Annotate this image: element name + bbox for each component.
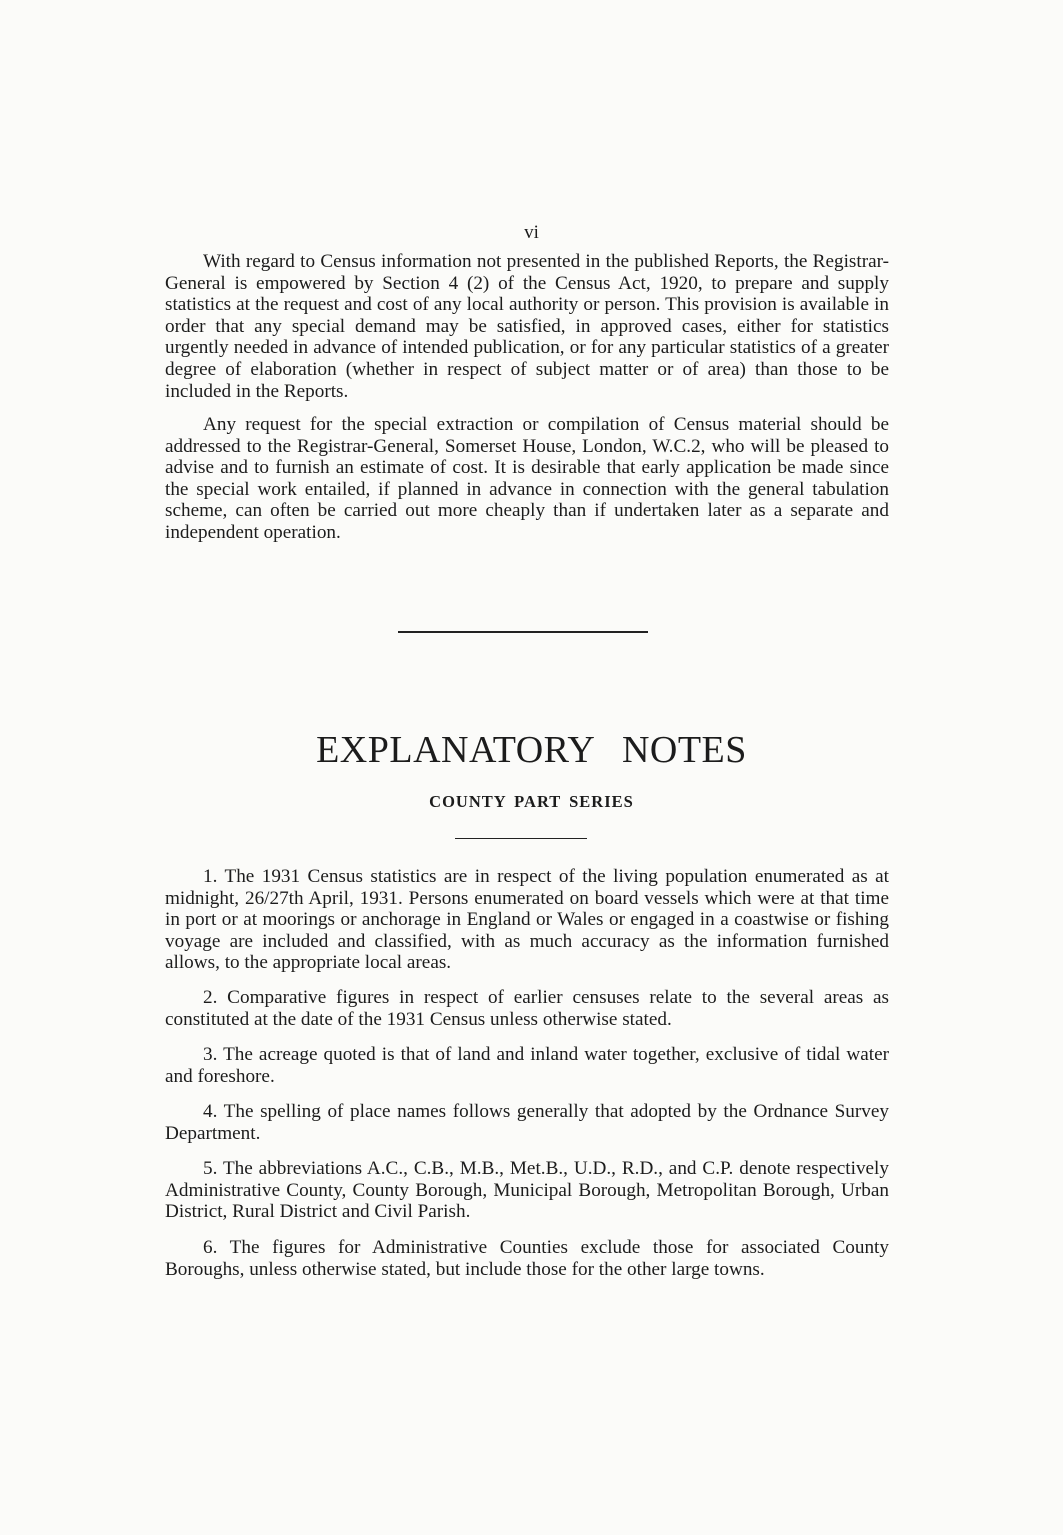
section-divider [398, 631, 648, 633]
note-text: 1. The 1931 Census statistics are in respect of the living population enumerated as at midnight, 26/27th April, 1931. Persons enumerated on board vessels which were at that time in port or at moorings or anchorage in England or Wales or engaged in a coastwise or fishing voyage are included and classified, with as much accuracy as the information furnished allows, to the appropriate local areas. [165, 866, 889, 974]
intro-paragraph-2 [165, 414, 889, 544]
intro-paragraph-text: With regard to Census information not presented in the published Reports, the Registrar-General is empowered by Section 4 (2) of the Census Act, 1920, to prepare and supply statistics at the request and cost of any local authority or person. This provision is available in order that any special demand may be satisfied, in approved cases, either for statistics urgently needed in advance of intended publication, or for any particular statistics of a greater degree of elaboration (whether in respect of subject matter or of area) than those to be included in the Reports. [165, 251, 889, 402]
note-item-3 [165, 1044, 889, 1087]
section-heading: EXPLANATORY NOTES [316, 729, 747, 771]
note-item-5 [165, 1158, 889, 1223]
note-text: 3. The acreage quoted is that of land and inland water together, exclusive of tidal water and foreshore. [165, 1044, 889, 1087]
note-item-1 [165, 866, 889, 974]
note-text: 2. Comparative figures in respect of earlier censuses relate to the several areas as constituted at the date of the 1931 Census unless otherwise stated. [165, 987, 889, 1030]
note-text: 5. The abbreviations A.C., C.B., M.B., Met.B., U.D., R.D., and C.P. denote respectively Administrative County, County Borough, Municipal Borough, Metropolitan Borough, Urban District, Rural District and Civil Parish. [165, 1158, 889, 1223]
heading-divider [455, 838, 587, 839]
section-subheading: COUNTY PART SERIES [429, 792, 634, 811]
note-item-2 [165, 987, 889, 1030]
note-text: 6. The figures for Administrative Counties exclude those for associated County Boroughs, unless otherwise stated, but include those for the other large towns. [165, 1237, 889, 1280]
page-number: vi [524, 222, 539, 243]
intro-paragraph-text: Any request for the special extraction or compilation of Census material should be addressed to the Registrar-General, Somerset House, London, W.C.2, who will be pleased to advise and to furnish an estimate of cost. It is desirable that early application be made since the special work entailed, if planned in advance in connection with the general tabulation scheme, can often be carried out more cheaply than if undertaken later as a separate and independent operation. [165, 414, 889, 543]
intro-paragraph-1 [165, 251, 889, 402]
note-item-4 [165, 1101, 889, 1144]
note-item-6 [165, 1237, 889, 1280]
note-text: 4. The spelling of place names follows generally that adopted by the Ordnance Survey Department. [165, 1101, 889, 1144]
